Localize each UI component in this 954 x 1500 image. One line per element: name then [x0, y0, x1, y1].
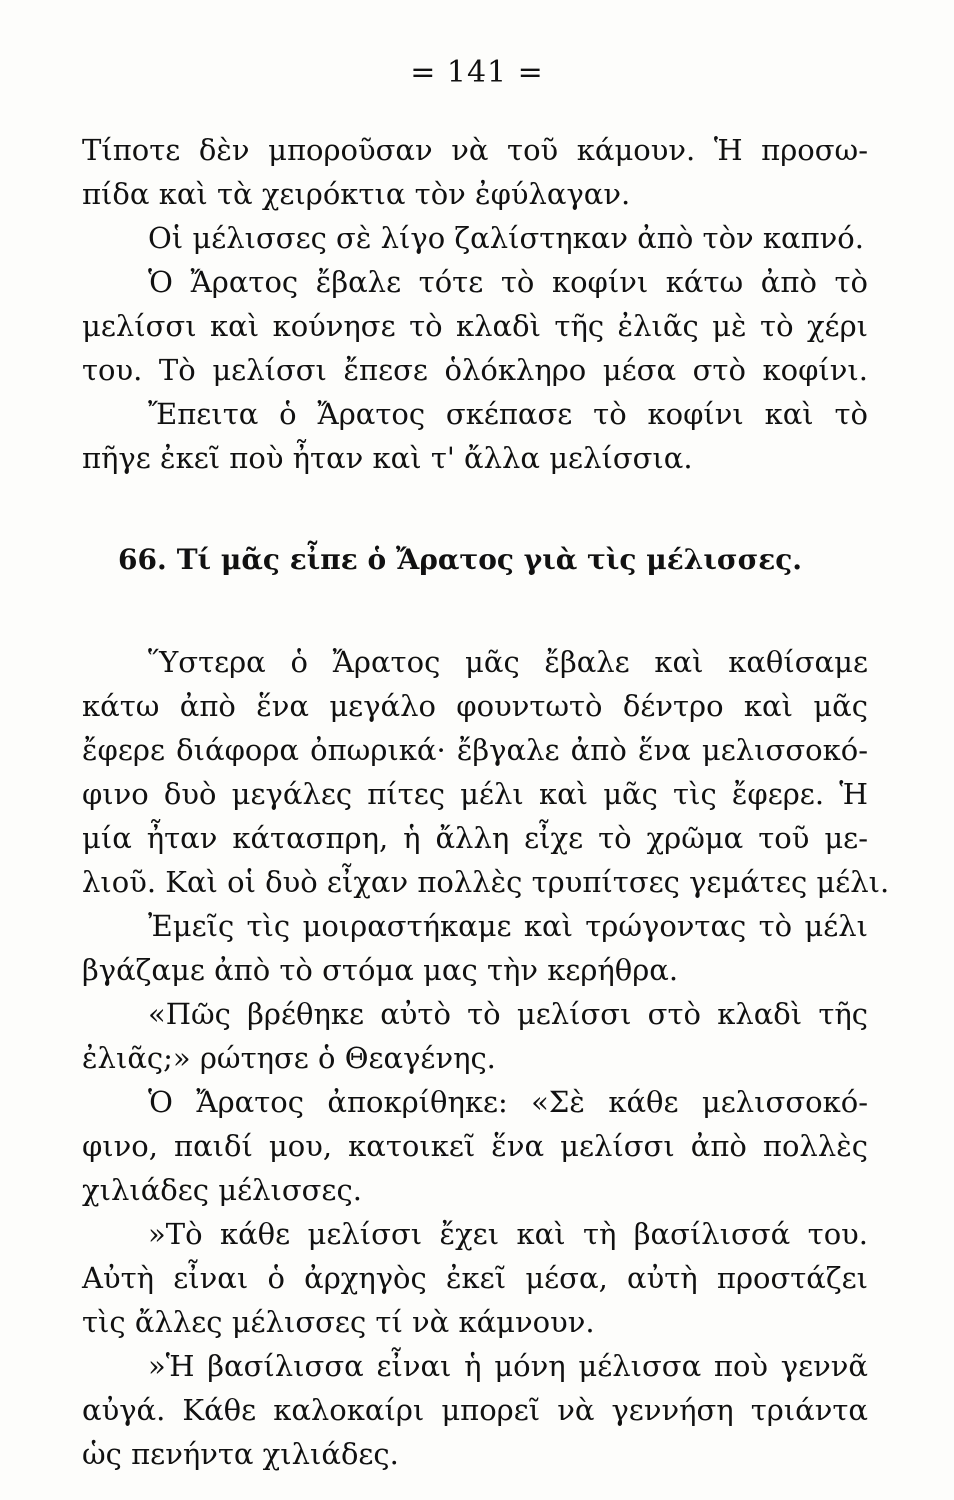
text-line: Ὁ Ἄρατος ἔβαλε τότε τὸ κοφίνι κάτω ἀπὸ τὸ — [148, 265, 868, 299]
text-line: του. Τὸ μελίσσι ἔπεσε ὁλόκληρο μέσα στὸ κοφίνι. — [82, 353, 868, 387]
text-line: αὐγά. Κάθε καλοκαίρι μπορεῖ νὰ γεννήση τριάντα — [82, 1393, 868, 1427]
text-line: φινο, παιδί μου, κατοικεῖ ἕνα μελίσσι ἀπὸ πολλὲς — [82, 1129, 868, 1163]
text-line: βγάζαμε ἀπὸ τὸ στόμα μας τὴν κερήθρα. — [82, 953, 679, 987]
page-number: = 141 = — [410, 55, 544, 90]
text-line: φινο δυὸ μεγάλες πίτες μέλι καὶ μᾶς τὶς ἔφερε. Ἡ — [82, 777, 868, 811]
text-line: ὡς πενήντα χιλιάδες. — [82, 1437, 399, 1471]
text-line: Ὁ Ἄρατος ἀποκρίθηκε: «Σὲ κάθε μελισσοκό- — [148, 1085, 868, 1119]
text-line: μία ἦταν κάτασπρη, ἡ ἄλλη εἶχε τὸ χρῶμα τοῦ με- — [82, 821, 868, 855]
text-line: »Ἡ βασίλισσα εἶναι ἡ μόνη μέλισσα ποὺ γεννᾶ — [148, 1349, 868, 1383]
text-line: τὶς ἄλλες μέλισσες τί νὰ κάμνουν. — [82, 1305, 595, 1339]
text-line: «Πῶς βρέθηκε αὐτὸ τὸ μελίσσι στὸ κλαδὶ τῆς — [148, 997, 868, 1031]
text-line: ἐλιᾶς;» ρώτησε ὁ Θεαγένης. — [82, 1041, 496, 1075]
text-line: πῆγε ἐκεῖ ποὺ ἦταν καὶ τ' ἄλλα μελίσσια. — [82, 441, 693, 475]
text-line: Τίποτε δὲν μποροῦσαν νὰ τοῦ κάμουν. Ἡ προσω- — [82, 133, 868, 167]
text-line: λιοῦ. Καὶ οἱ δυὸ εἶχαν πολλὲς τρυπίτσες γεμάτες μέλι. — [82, 865, 890, 899]
text-line: χιλιάδες μέλισσες. — [82, 1173, 362, 1207]
text-line: κάτω ἀπὸ ἕνα μεγάλο φουντωτὸ δέντρο καὶ μᾶς — [82, 689, 868, 723]
text-line: »Τὸ κάθε μελίσσι ἔχει καὶ τὴ βασίλισσά του. — [148, 1217, 868, 1251]
text-line: μελίσσι καὶ κούνησε τὸ κλαδὶ τῆς ἐλιᾶς μὲ τὸ χέρι — [82, 309, 868, 343]
text-line: Ἔπειτα ὁ Ἄρατος σκέπασε τὸ κοφίνι καὶ τὸ — [148, 397, 868, 431]
text-line: πίδα καὶ τὰ χειρόκτια τὸν ἐφύλαγαν. — [82, 177, 631, 211]
text-line: Ὕστερα ὁ Ἄρατος μᾶς ἔβαλε καὶ καθίσαμε — [148, 645, 868, 679]
section-number: 66. — [118, 543, 167, 576]
text-line: Αὐτὴ εἶναι ὁ ἀρχηγὸς ἐκεῖ μέσα, αὐτὴ προστάζει — [82, 1261, 868, 1295]
text-line: Οἱ μέλισσες σὲ λίγο ζαλίστηκαν ἀπὸ τὸν καπνό. — [148, 221, 864, 255]
text-line: ἔφερε διάφορα ὀπωρικά· ἔβγαλε ἀπὸ ἕνα μελισσοκό- — [82, 733, 868, 767]
text-line: Ἐμεῖς τὶς μοιραστήκαμε καὶ τρώγοντας τὸ μέλι — [148, 909, 868, 943]
section-title: Τί μᾶς εἶπε ὁ Ἄρατος γιὰ τὶς μέλισσες. — [176, 543, 803, 576]
section-heading — [118, 538, 868, 582]
